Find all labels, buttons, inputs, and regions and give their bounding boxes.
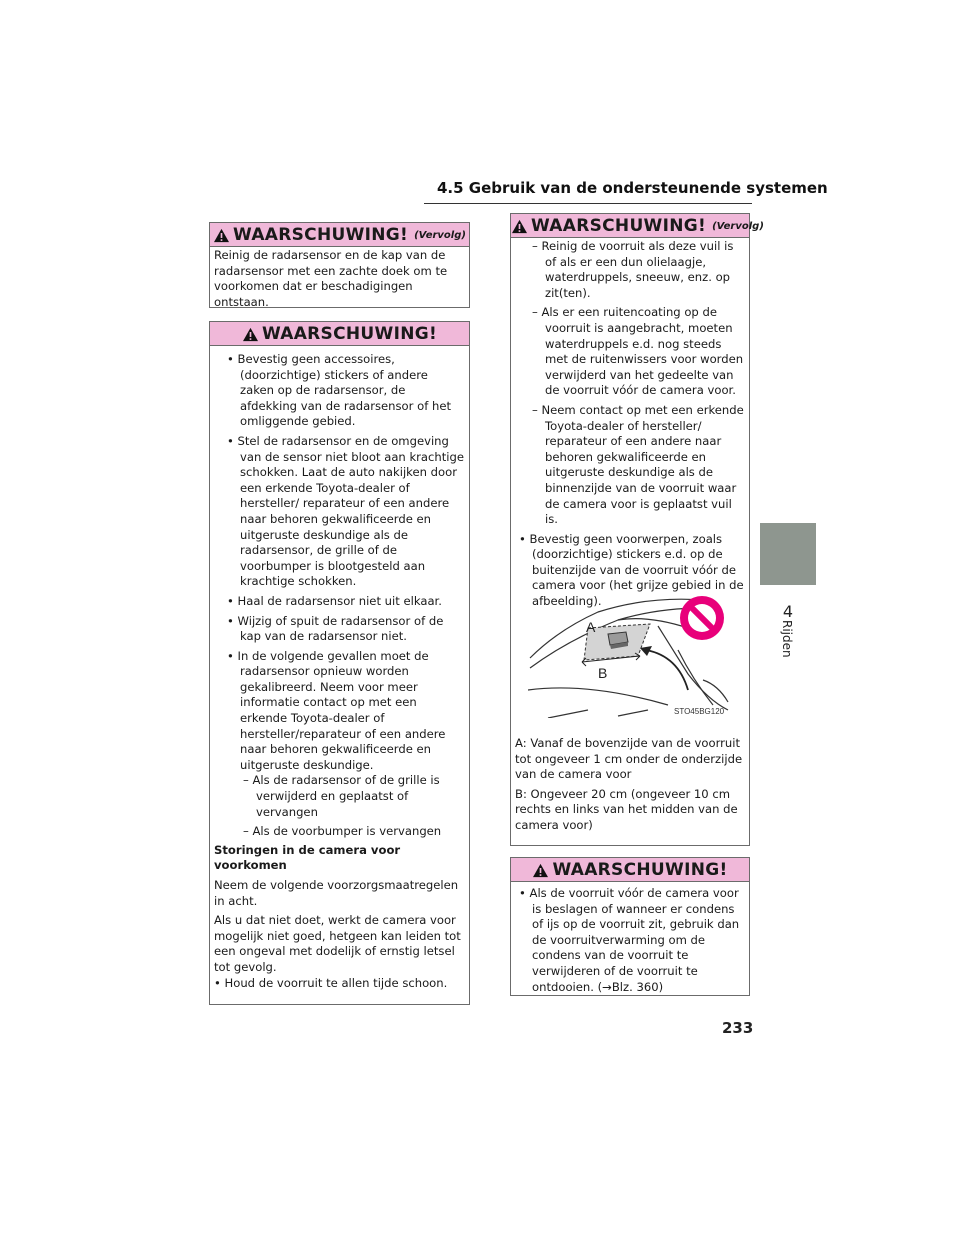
- warning-title: WAARSCHUWING!: [261, 324, 438, 344]
- warning-title: WAARSCHUWING!: [531, 216, 707, 236]
- list-item: • Stel de radarsensor en de omgeving van de sensor niet bloot aan krachtige schokken. Laat de auto nakijken door een erkende Toyota-dealer of hersteller/ reparateur of een andere naar behoren gekwalificeerde en uitgeruste deskundige als de radarsensor, de grille of de voorbumper is blootgesteld aan krachtige schokken.: [227, 433, 465, 589]
- caption-a: A: Vanaf de bovenzijde van de voorruit tot ongeveer 1 cm onder de onderzijde van de camera voor: [515, 736, 743, 782]
- caption-b: B: Ongeveer 20 cm (ongeveer 10 cm rechts en links van het midden van de camera voor): [515, 786, 738, 832]
- paragraph: Als u dat niet doet, werkt de camera voor mogelijk niet goed, hetgeen kan leiden tot een ongeval met dodelijk of ernstig letsel tot gevolg.: [214, 913, 461, 974]
- camera-icon: [608, 632, 628, 649]
- label-b: B: [598, 665, 608, 681]
- windshield-camera-diagram: [528, 590, 744, 718]
- sub-list-item: – Als er een ruitencoating op de voorruit is aangebracht, moeten waterdruppels e.d. nog steeds met de ruitenwissers voor worden verwijderd van het gedeelte van de voorruit vóór de camera voor.: [532, 305, 744, 398]
- subheading: Storingen in de camera voor voorkomen: [214, 842, 401, 873]
- continued-label: (Vervolg): [414, 230, 466, 241]
- list-item: • Als de voorruit vóór de camera voor is beslagen of wanneer er condens of ijs op de voorruit zit, gebruik dan de voorruitverwarming om de condens van de voorruit te verwijderen of de voorruit te ontdooien. (→Blz. 360): [519, 886, 740, 994]
- title-divider: [424, 203, 752, 204]
- warning-header: [511, 214, 764, 238]
- warning-title: WAARSCHUWING!: [552, 860, 728, 880]
- paragraph: Neem de volgende voorzorgsmaatregelen in acht.: [214, 878, 459, 908]
- warning-header: [210, 322, 469, 346]
- prohibition-icon: [680, 596, 724, 640]
- warning-box-continued-left: [209, 222, 470, 308]
- section-title: 4.5 Gebruik van de ondersteunende systemen: [437, 179, 828, 197]
- list-item: • Wijzig of spuit de radarsensor of de kap van de radarsensor niet.: [227, 613, 444, 644]
- sub-list-item: – Reinig de voorruit als deze vuil is of als er een dun olielaagje, waterdruppels, sneeuw, enz. op zit(ten).: [532, 239, 734, 300]
- warning-header: [511, 858, 749, 882]
- label-a: A: [586, 619, 596, 635]
- figure-code: STO45BG120: [674, 707, 725, 716]
- chapter-label: Rijden: [780, 620, 794, 658]
- warning-triangle-icon: [213, 228, 230, 243]
- warning-title: WAARSCHUWING!: [233, 225, 409, 245]
- warning-header: [210, 223, 469, 247]
- sub-list-item: – Als de radarsensor of de grille is verwijderd en geplaatst of vervangen: [243, 773, 440, 819]
- warning-box-right: [510, 857, 750, 996]
- sub-list-item: – Neem contact op met een erkende Toyota-dealer of hersteller/ reparateur of een andere naar behoren gekwalificeerde en uitgeruste deskundige als de binnenzijde van de voorruit waar de camera voor is geplaatst vuil is.: [532, 402, 744, 527]
- list-item: • Bevestig geen accessoires, (doorzichtige) stickers of andere zaken op de radarsensor, de afdekking van de radarsensor of het omliggende gebied.: [227, 352, 451, 429]
- warning-triangle-icon: [511, 219, 528, 234]
- chapter-number: 4: [782, 602, 794, 621]
- chapter-tab: [760, 523, 816, 585]
- list-item: • In de volgende gevallen moet de radarsensor opnieuw worden gekalibreerd. Neem voor meer informatie contact op met een erkende Toyota-dealer of hersteller/reparateur of een andere naar behoren gekwalificeerde en uitgeruste deskundige.: [227, 648, 446, 772]
- warning-triangle-icon: [532, 863, 549, 878]
- warning-triangle-icon: [242, 327, 259, 342]
- paragraph: Reinig de radarsensor en de kap van de radarsensor met een zachte doek om te voorkomen dat er beschadigingen ontstaan.: [214, 248, 448, 309]
- sub-list-item: – Als de voorbumper is vervangen: [243, 824, 442, 839]
- warning-box-continued-right: [510, 213, 764, 846]
- list-item: • Houd de voorruit te allen tijde schoon.: [214, 975, 448, 990]
- warning-box-left: [209, 321, 470, 1005]
- list-item: • Haal de radarsensor niet uit elkaar.: [227, 593, 442, 608]
- list-item: • Bevestig geen voorwerpen, zoals (doorzichtige) stickers e.d. op de buitenzijde van de voorruit vóór de camera voor (het grijze gebied in de afbeelding).: [519, 531, 744, 609]
- continued-label: (Vervolg): [712, 221, 764, 232]
- page-number: 233: [722, 1019, 754, 1037]
